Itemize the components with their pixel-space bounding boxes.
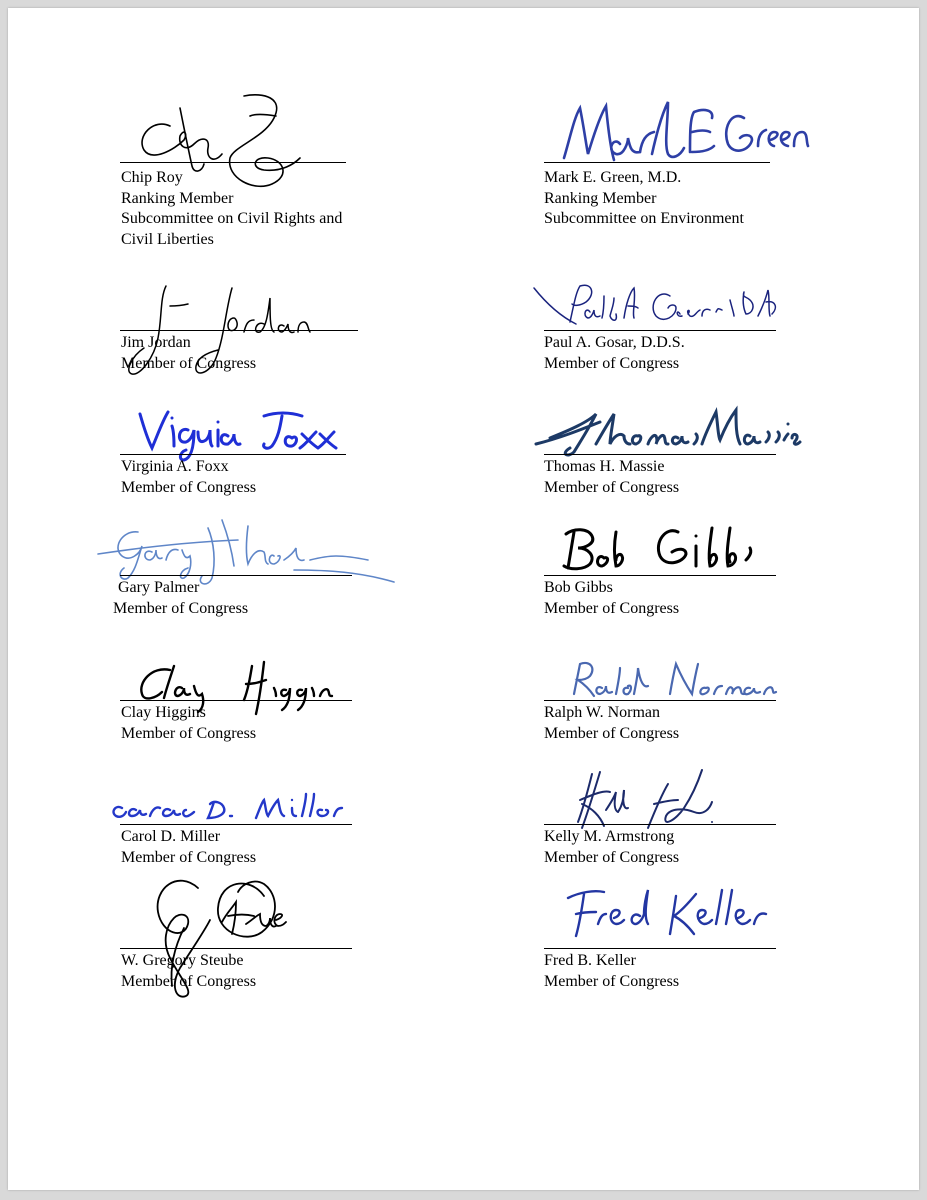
- signatory-role: Member of Congress: [544, 724, 680, 742]
- signatory-role: Member of Congress: [121, 478, 257, 496]
- signature-line: [544, 948, 776, 949]
- signatory-office: Subcommittee on Environment: [544, 210, 744, 227]
- signature-line: [120, 948, 352, 949]
- signatory-details: [121, 457, 256, 498]
- signatory-name: Thomas H. Massie: [544, 458, 665, 475]
- signatory-role: Member of Congress: [121, 724, 257, 742]
- signatory-name: Mark E. Green, M.D.: [544, 169, 682, 186]
- signatory-name: Ralph W. Norman: [544, 704, 660, 721]
- signature-thomas-massie: [530, 400, 800, 460]
- signature-carol-miller: [102, 778, 402, 828]
- signatory-role: Member of Congress: [113, 599, 249, 617]
- signature-bob-gibbs-text: Bob Gibbs: [544, 512, 549, 513]
- signature-fred-keller: [544, 878, 784, 948]
- signatory-details: [544, 827, 679, 868]
- signature-line: [120, 162, 346, 163]
- signature-carol-miller-text: carol D. Miller: [102, 778, 108, 779]
- signatory-details: [544, 168, 744, 230]
- signature-clay-higgins-text: Clay Higgins: [114, 654, 120, 655]
- signatory-name: Bob Gibbs: [544, 579, 613, 596]
- signature-line: [544, 824, 776, 825]
- letter-page: [8, 8, 919, 1190]
- signatory-role: Member of Congress: [544, 478, 680, 496]
- signature-line: [120, 454, 346, 455]
- signature-line: [544, 454, 776, 455]
- signatory-details: [121, 333, 256, 374]
- signature-line: [544, 330, 776, 331]
- signature-gary-palmer-text: Gary Palmer: [98, 512, 104, 513]
- signature-greg-steube-text: Greg Steube: [114, 868, 119, 869]
- signature-ralph-norman-text: Ralph Norman: [544, 654, 550, 655]
- signatory-details: [544, 578, 679, 619]
- signatory-name: Fred B. Keller: [544, 952, 636, 969]
- signature-line: [544, 575, 776, 576]
- signatory-role: Member of Congress: [121, 972, 257, 990]
- signature-paul-gosar: [530, 278, 780, 338]
- signatory-details: [544, 457, 679, 498]
- signatory-name: Gary Palmer: [118, 579, 200, 596]
- signature-line: [120, 700, 352, 701]
- signatory-name: Chip Roy: [121, 169, 183, 186]
- signatory-details: [121, 827, 256, 868]
- signatory-details: [544, 703, 679, 744]
- signatory-details: [544, 951, 679, 992]
- signatory-role: Member of Congress: [121, 848, 257, 866]
- signature-chip-roy-text: Chip Roy: [114, 88, 118, 89]
- signature-mark-green-text: Mark E Green: [544, 88, 550, 89]
- signature-kelly-armstrong-text: Kelly Armstrong: [544, 768, 551, 769]
- signatory-title: Ranking Member: [544, 189, 657, 207]
- signatory-name: Kelly M. Armstrong: [544, 828, 675, 845]
- signatory-name: W. Gregory Steube: [121, 952, 244, 969]
- signatory-name: Virginia A. Foxx: [121, 458, 229, 475]
- signature-line: [120, 330, 358, 331]
- signatory-name: Paul A. Gosar, D.D.S.: [544, 334, 685, 351]
- signatory-name: Clay Higgins: [121, 704, 206, 721]
- signatory-role: Member of Congress: [544, 354, 680, 372]
- signatory-details: [544, 333, 685, 374]
- signatory-office-cont: Civil Liberties: [121, 230, 214, 248]
- signature-mark-green: [544, 88, 784, 178]
- signatory-name: Carol D. Miller: [121, 828, 221, 845]
- signature-paul-gosar-text: Paul A Gosar, DDS: [530, 278, 538, 279]
- signatory-name: Jim Jordan: [121, 334, 191, 351]
- signature-thomas-massie-text: Thomas Massie: [530, 400, 537, 401]
- signatory-role: Member of Congress: [544, 599, 680, 617]
- signatory-details: [113, 578, 249, 619]
- signatory-details: [121, 168, 342, 250]
- signatory-role: Member of Congress: [544, 972, 680, 990]
- signatory-office: Subcommittee on Civil Rights and: [121, 210, 343, 227]
- signature-bob-gibbs: [544, 512, 784, 582]
- signature-virginia-foxx: [114, 400, 334, 460]
- signature-line: [544, 162, 770, 163]
- signature-jim-jordan-text: Jim Jordan: [114, 278, 119, 279]
- signature-fred-keller-text: Fred Keller: [544, 878, 549, 879]
- signature-virginia-foxx-text: Virginia Foxx: [114, 400, 120, 401]
- signatory-details: [121, 951, 256, 992]
- signatory-role: Member of Congress: [544, 848, 680, 866]
- signatory-title: Ranking Member: [121, 189, 234, 207]
- signature-line: [544, 700, 776, 701]
- signatory-details: [121, 703, 256, 744]
- signature-line: [120, 575, 352, 576]
- signature-line: [120, 824, 352, 825]
- signatory-role: Member of Congress: [121, 354, 257, 372]
